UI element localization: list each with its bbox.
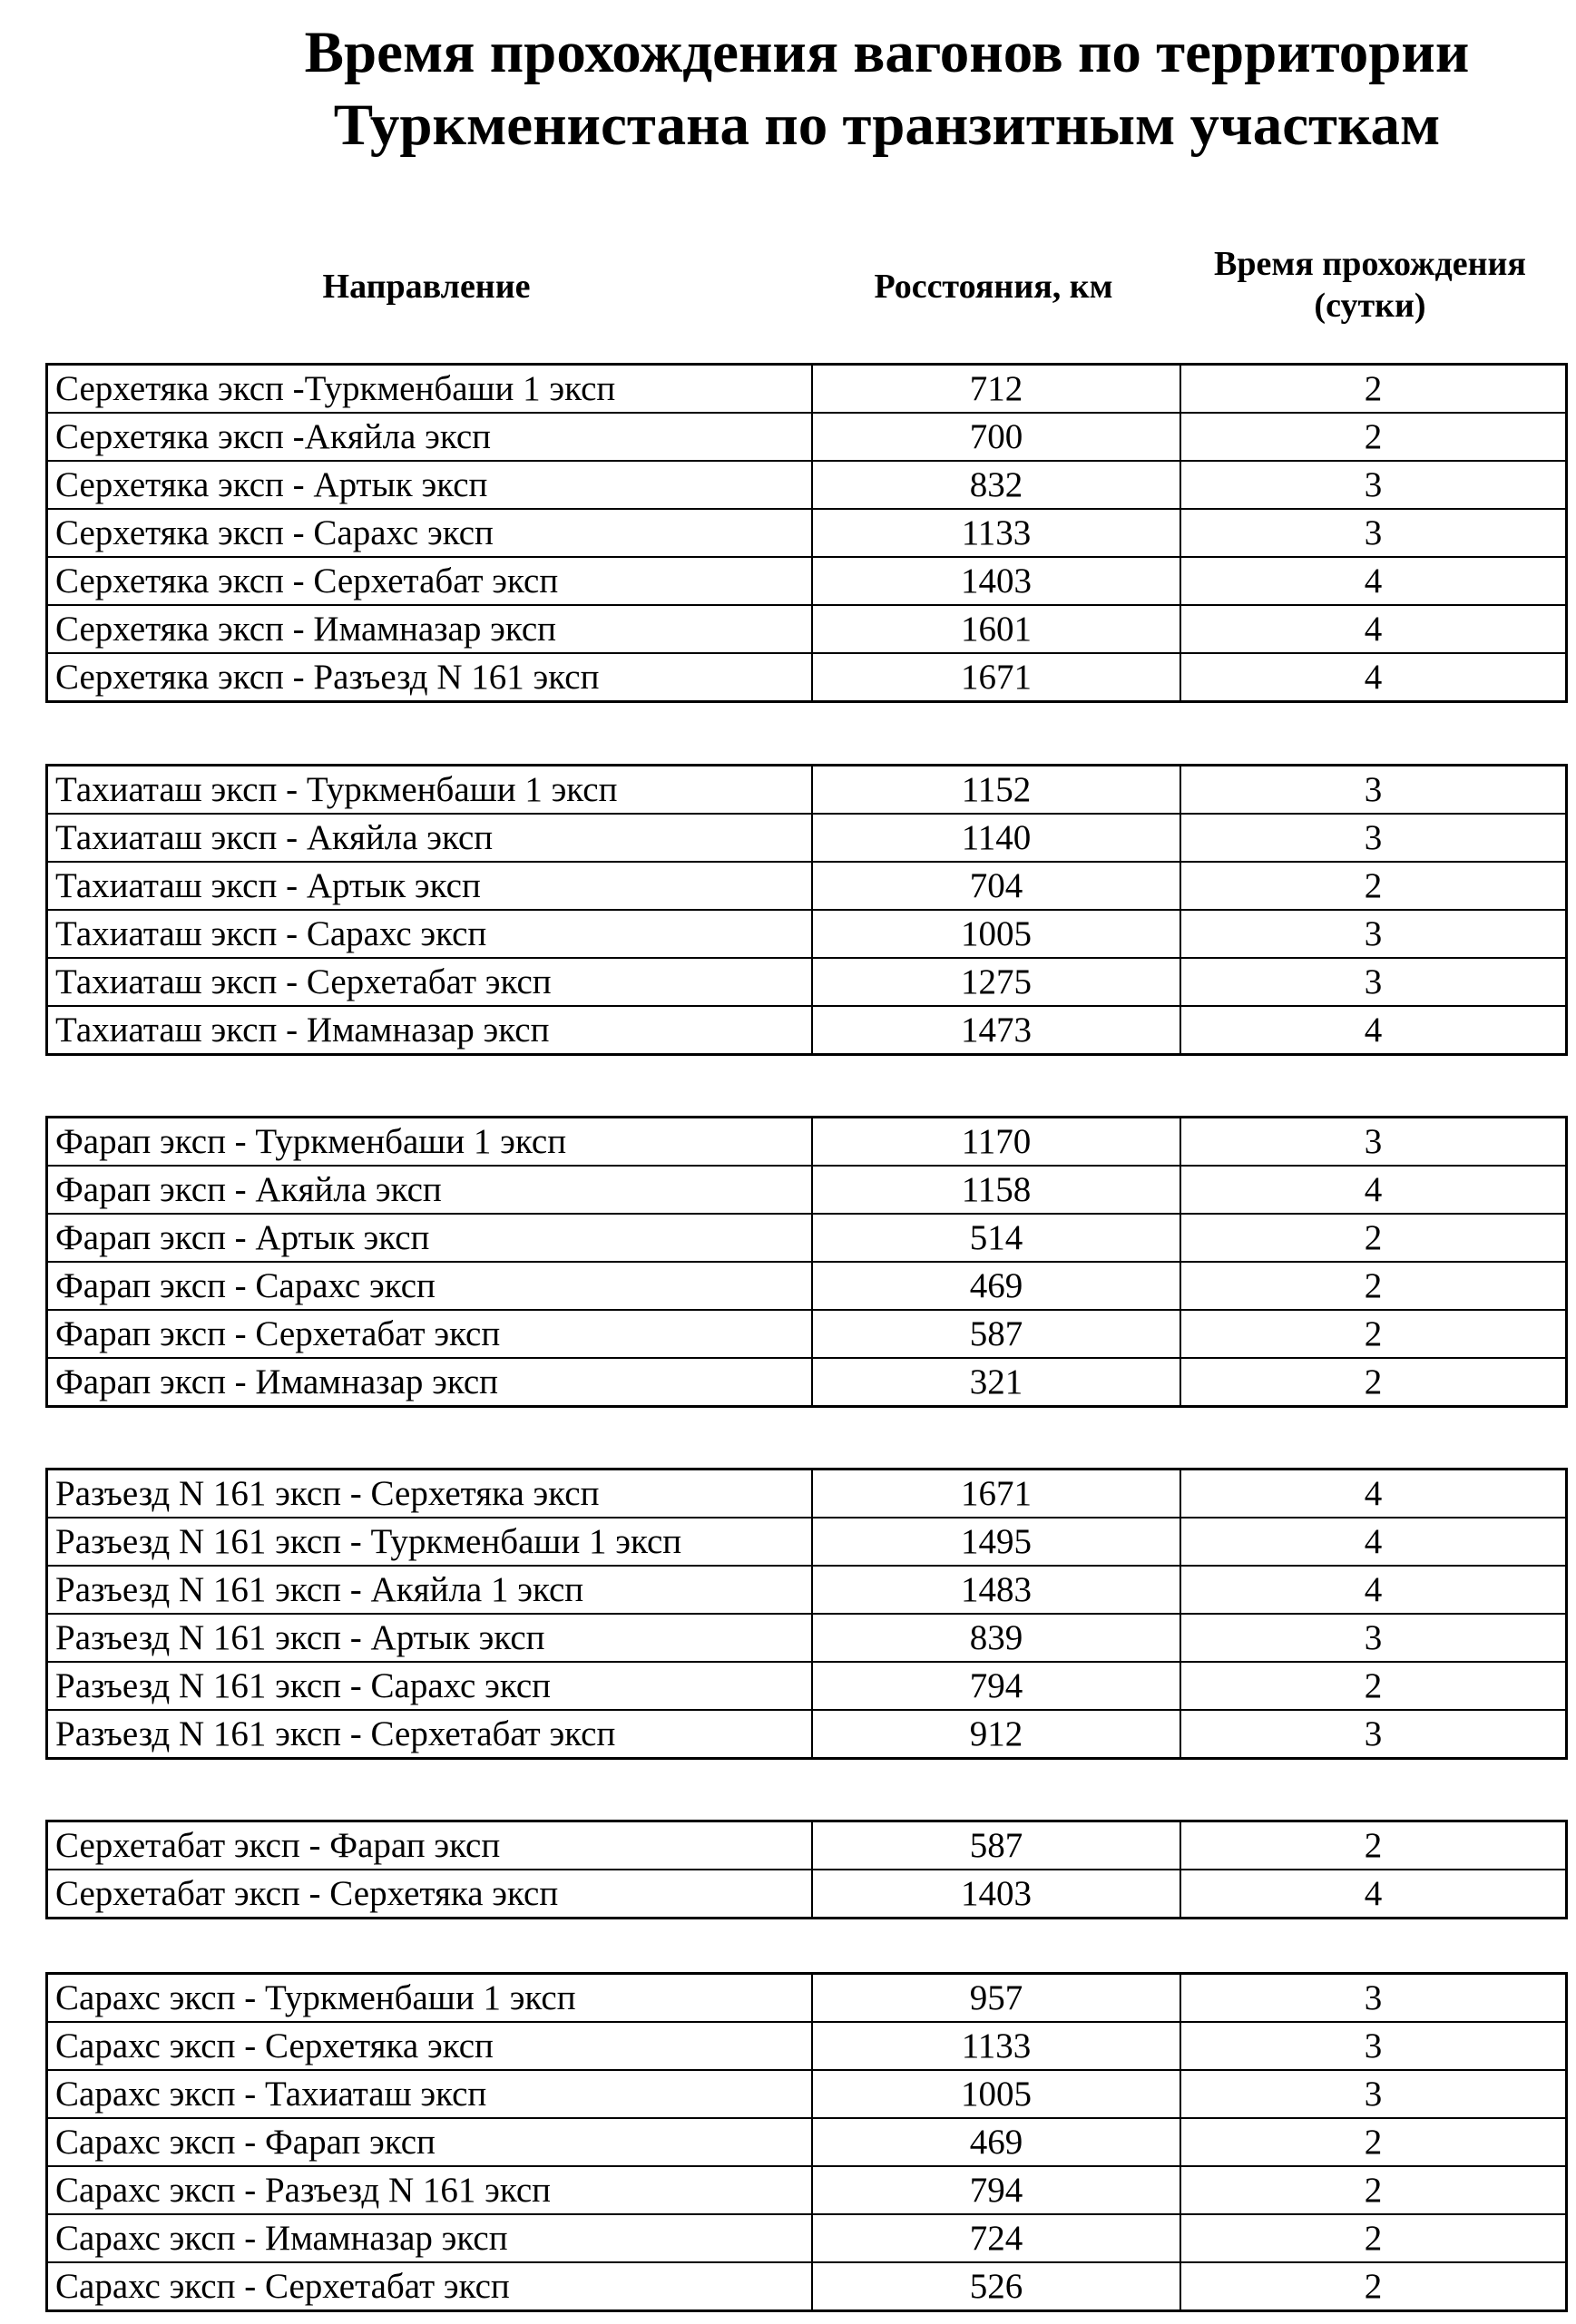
title-line-2: Туркменистана по транзитным участкам — [333, 93, 1441, 158]
time-cell: 3 — [1180, 766, 1567, 815]
table-row — [47, 557, 1567, 605]
table-row — [47, 766, 1567, 815]
distance-cell: 587 — [812, 1310, 1180, 1358]
direction-cell: Серхетяка эксп - Имамназар эксп — [47, 605, 813, 653]
distance-cell: 700 — [812, 413, 1180, 461]
direction-cell: Разъезд N 161 эксп - Серхетабат эксп — [47, 1710, 813, 1759]
time-cell: 3 — [1180, 509, 1567, 557]
table-row — [47, 1262, 1567, 1310]
time-cell: 2 — [1180, 1662, 1567, 1710]
table-row — [47, 1166, 1567, 1214]
distance-cell: 1671 — [812, 1470, 1180, 1518]
direction-cell: Тахиаташ эксп - Сарахс эксп — [47, 910, 813, 958]
direction-cell: Сарахс эксп - Фарап эксп — [47, 2118, 813, 2166]
direction-cell: Тахиаташ эксп - Серхетабат эксп — [47, 958, 813, 1006]
direction-cell: Серхетяка эксп - Артык эксп — [47, 461, 813, 509]
column-header-time-line-1: Время прохождения — [1214, 245, 1526, 283]
distance-cell: 1133 — [812, 2022, 1180, 2070]
distance-cell: 794 — [812, 1662, 1180, 1710]
route-group-table — [45, 764, 1568, 1056]
distance-cell: 1483 — [812, 1566, 1180, 1614]
direction-cell: Тахиаташ эксп - Акяйла эксп — [47, 814, 813, 862]
time-cell: 4 — [1180, 557, 1567, 605]
table-row — [47, 1566, 1567, 1614]
table-row — [47, 1614, 1567, 1662]
distance-cell: 1133 — [812, 509, 1180, 557]
distance-cell: 712 — [812, 365, 1180, 414]
table-row — [47, 605, 1567, 653]
direction-cell: Разъезд N 161 эксп - Сарахс эксп — [47, 1662, 813, 1710]
table-row — [47, 1974, 1567, 2023]
direction-cell: Серхетабат эксп - Фарап эксп — [47, 1821, 813, 1870]
distance-cell: 1170 — [812, 1118, 1180, 1167]
direction-cell: Разъезд N 161 эксп - Туркменбаши 1 эксп — [47, 1518, 813, 1566]
table-row — [47, 958, 1567, 1006]
table-row — [47, 1662, 1567, 1710]
column-header-distance: Росстояния, км — [874, 268, 1113, 306]
route-group-table — [45, 363, 1568, 703]
distance-cell: 1275 — [812, 958, 1180, 1006]
direction-cell: Фарап эксп - Акяйла эксп — [47, 1166, 813, 1214]
distance-cell: 587 — [812, 1821, 1180, 1870]
table-row — [47, 1470, 1567, 1518]
direction-cell: Серхетабат эксп - Серхетяка эксп — [47, 1870, 813, 1919]
distance-cell: 794 — [812, 2166, 1180, 2214]
direction-cell: Фарап эксп - Туркменбаши 1 эксп — [47, 1118, 813, 1167]
direction-cell: Сарахс эксп - Туркменбаши 1 эксп — [47, 1974, 813, 2023]
time-cell: 4 — [1180, 1006, 1567, 1055]
table-row — [47, 365, 1567, 414]
table-row — [47, 2070, 1567, 2118]
distance-cell: 526 — [812, 2262, 1180, 2311]
time-cell: 2 — [1180, 1262, 1567, 1310]
direction-cell: Фарап эксп - Сарахс эксп — [47, 1262, 813, 1310]
page-title — [0, 16, 1576, 161]
direction-cell: Разъезд N 161 эксп - Акяйла 1 эксп — [47, 1566, 813, 1614]
time-cell: 4 — [1180, 605, 1567, 653]
time-cell: 3 — [1180, 1118, 1567, 1167]
time-cell: 4 — [1180, 1166, 1567, 1214]
table-row — [47, 413, 1567, 461]
table-row — [47, 2118, 1567, 2166]
time-cell: 2 — [1180, 365, 1567, 414]
distance-cell: 832 — [812, 461, 1180, 509]
direction-cell: Серхетяка эксп -Туркменбаши 1 эксп — [47, 365, 813, 414]
time-cell: 2 — [1180, 413, 1567, 461]
distance-cell: 321 — [812, 1358, 1180, 1407]
direction-cell: Разъезд N 161 эксп - Серхетяка эксп — [47, 1470, 813, 1518]
direction-cell: Сарахс эксп - Имамназар эксп — [47, 2214, 813, 2262]
time-cell: 2 — [1180, 2166, 1567, 2214]
table-row — [47, 653, 1567, 702]
route-group-table — [45, 1972, 1568, 2312]
direction-cell: Разъезд N 161 эксп - Артык эксп — [47, 1614, 813, 1662]
column-header-time — [1170, 243, 1570, 327]
time-cell: 2 — [1180, 862, 1567, 910]
title-line-1: Время прохождения вагонов по территории — [304, 20, 1470, 85]
route-group-table — [45, 1468, 1568, 1760]
table-row — [47, 814, 1567, 862]
distance-cell: 1005 — [812, 2070, 1180, 2118]
distance-cell: 1495 — [812, 1518, 1180, 1566]
direction-cell: Тахиаташ эксп - Артык эксп — [47, 862, 813, 910]
distance-cell: 704 — [812, 862, 1180, 910]
table-row — [47, 1214, 1567, 1262]
direction-cell: Серхетяка эксп -Акяйла эксп — [47, 413, 813, 461]
direction-cell: Серхетяка эксп - Сарахс эксп — [47, 509, 813, 557]
time-cell: 4 — [1180, 1470, 1567, 1518]
route-group-table — [45, 1820, 1568, 1919]
time-cell: 3 — [1180, 461, 1567, 509]
table-row — [47, 2022, 1567, 2070]
direction-cell: Сарахс эксп - Серхетяка эксп — [47, 2022, 813, 2070]
time-cell: 3 — [1180, 1614, 1567, 1662]
direction-cell: Серхетяка эксп - Разъезд N 161 эксп — [47, 653, 813, 702]
column-header-time-line-2: (сутки) — [1314, 287, 1426, 325]
distance-cell: 912 — [812, 1710, 1180, 1759]
time-cell: 3 — [1180, 1974, 1567, 2023]
direction-cell: Тахиаташ эксп - Туркменбаши 1 эксп — [47, 766, 813, 815]
distance-cell: 1601 — [812, 605, 1180, 653]
table-row — [47, 862, 1567, 910]
time-cell: 4 — [1180, 653, 1567, 702]
table-row — [47, 910, 1567, 958]
table-row — [47, 1870, 1567, 1919]
time-cell: 4 — [1180, 1518, 1567, 1566]
column-header-direction: Направление — [322, 268, 531, 306]
distance-cell: 839 — [812, 1614, 1180, 1662]
time-cell: 2 — [1180, 1214, 1567, 1262]
distance-cell: 1473 — [812, 1006, 1180, 1055]
time-cell: 2 — [1180, 2118, 1567, 2166]
table-row — [47, 1710, 1567, 1759]
time-cell: 2 — [1180, 1358, 1567, 1407]
distance-cell: 1403 — [812, 557, 1180, 605]
time-cell: 2 — [1180, 1310, 1567, 1358]
direction-cell: Серхетяка эксп - Серхетабат эксп — [47, 557, 813, 605]
table-row — [47, 1358, 1567, 1407]
distance-cell: 514 — [812, 1214, 1180, 1262]
direction-cell: Сарахс эксп - Разъезд N 161 эксп — [47, 2166, 813, 2214]
table-row — [47, 2214, 1567, 2262]
direction-cell: Фарап эксп - Артык эксп — [47, 1214, 813, 1262]
table-row — [47, 2262, 1567, 2311]
direction-cell: Тахиаташ эксп - Имамназар эксп — [47, 1006, 813, 1055]
distance-cell: 1403 — [812, 1870, 1180, 1919]
time-cell: 4 — [1180, 1566, 1567, 1614]
distance-cell: 469 — [812, 2118, 1180, 2166]
time-cell: 3 — [1180, 2022, 1567, 2070]
distance-cell: 1152 — [812, 766, 1180, 815]
time-cell: 3 — [1180, 2070, 1567, 2118]
table-row — [47, 1310, 1567, 1358]
time-cell: 3 — [1180, 1710, 1567, 1759]
distance-cell: 957 — [812, 1974, 1180, 2023]
time-cell: 2 — [1180, 2262, 1567, 2311]
distance-cell: 469 — [812, 1262, 1180, 1310]
distance-cell: 724 — [812, 2214, 1180, 2262]
table-row — [47, 509, 1567, 557]
direction-cell: Фарап эксп - Серхетабат эксп — [47, 1310, 813, 1358]
direction-cell: Фарап эксп - Имамназар эксп — [47, 1358, 813, 1407]
time-cell: 4 — [1180, 1870, 1567, 1919]
distance-cell: 1140 — [812, 814, 1180, 862]
direction-cell: Сарахс эксп - Серхетабат эксп — [47, 2262, 813, 2311]
table-row — [47, 1821, 1567, 1870]
route-group-table — [45, 1116, 1568, 1408]
table-row — [47, 2166, 1567, 2214]
time-cell: 2 — [1180, 1821, 1567, 1870]
distance-cell: 1005 — [812, 910, 1180, 958]
table-row — [47, 461, 1567, 509]
direction-cell: Сарахс эксп - Тахиаташ эксп — [47, 2070, 813, 2118]
table-row — [47, 1118, 1567, 1167]
time-cell: 3 — [1180, 910, 1567, 958]
distance-cell: 1671 — [812, 653, 1180, 702]
table-row — [47, 1006, 1567, 1055]
time-cell: 3 — [1180, 814, 1567, 862]
time-cell: 2 — [1180, 2214, 1567, 2262]
time-cell: 3 — [1180, 958, 1567, 1006]
table-row — [47, 1518, 1567, 1566]
distance-cell: 1158 — [812, 1166, 1180, 1214]
